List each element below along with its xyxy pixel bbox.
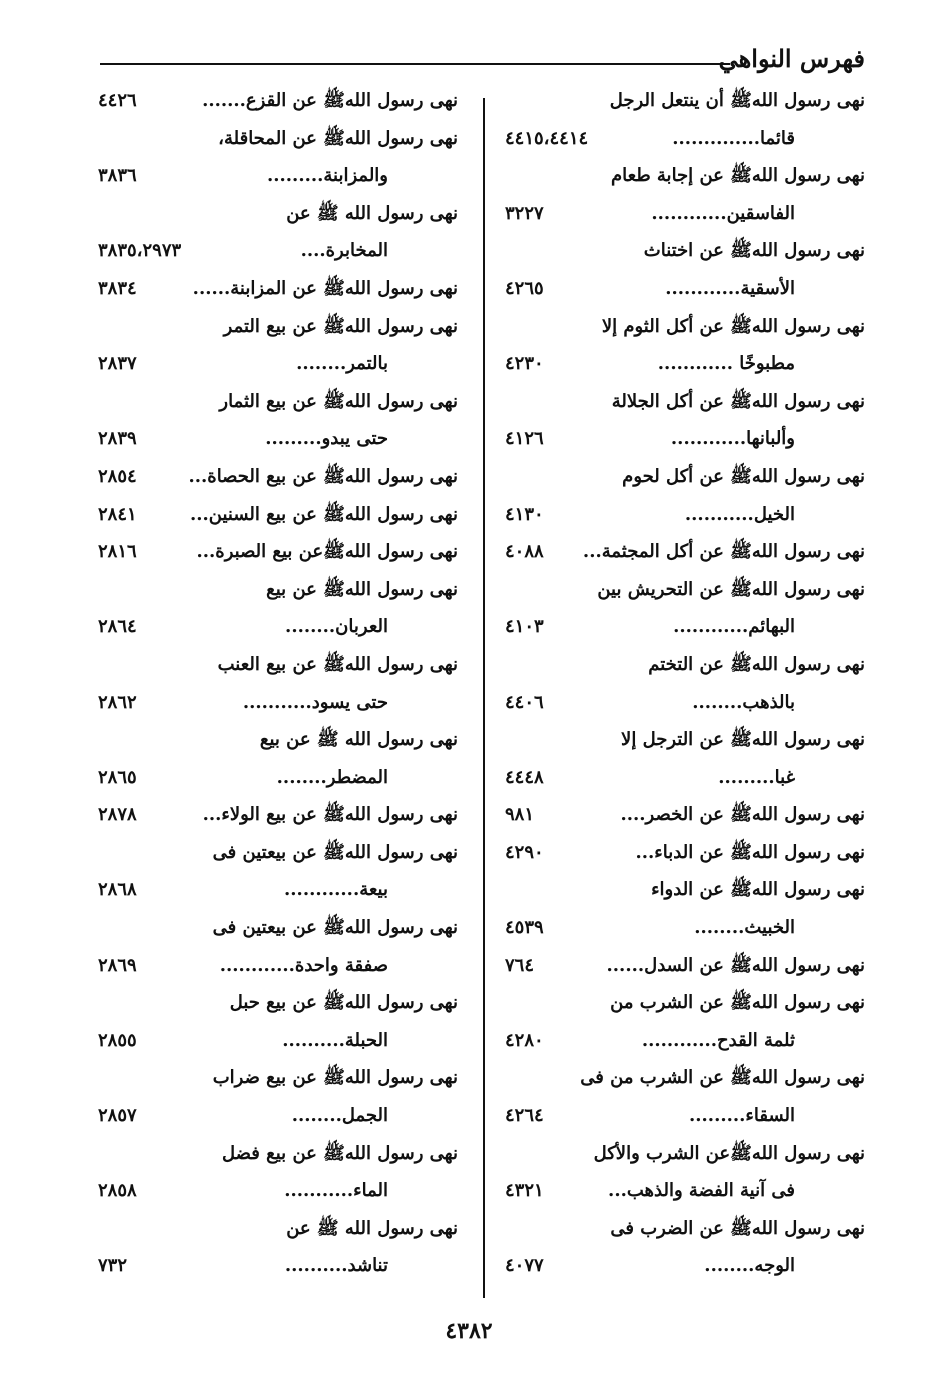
entry-number: ٤٢٣٠	[505, 353, 544, 375]
entry-text: نهى رسول اللهﷺ عن السدل......	[606, 954, 865, 976]
entry-text: نهى رسول اللهﷺ عن أكل الثوم إلا	[601, 315, 865, 337]
entry-text-continuation: فى آنية الفضة والذهب...	[608, 1180, 795, 1202]
index-entry	[505, 1135, 865, 1210]
entry-number: ٣٨٣٦	[98, 165, 137, 187]
index-entry	[98, 1210, 458, 1285]
entry-text-continuation: صفقة واحدة............	[219, 954, 388, 976]
entry-text: نهى رسول اللهﷺعن الشرب والأكل	[593, 1142, 865, 1164]
index-entry	[505, 308, 865, 383]
index-entry	[98, 571, 458, 646]
entry-text-continuation: السقاء.........	[689, 1105, 795, 1127]
entry-text: نهى رسول اللهﷺ عن الدباء...	[635, 841, 865, 863]
index-entry	[505, 871, 865, 946]
entry-number: ٤٣٢١	[505, 1180, 544, 1202]
entry-number: ٢٨٧٨	[98, 804, 137, 826]
index-entry	[98, 646, 458, 721]
index-entry	[98, 383, 458, 458]
entry-text: نهى رسول اللهﷺ عن بيع التمر	[223, 315, 458, 337]
entry-text: نهى رسول اللهﷺ عن بيعتين فى	[212, 917, 458, 939]
index-entry	[505, 947, 865, 985]
index-entry	[98, 1135, 458, 1210]
index-entry	[98, 82, 458, 120]
entry-text: نهى رسول اللهﷺ عن المحاقلة،	[218, 127, 458, 149]
entry-text: نهى رسول اللهﷺ عن بيعتين فى	[212, 841, 458, 863]
entry-text-continuation: ثلمة القدح............	[641, 1029, 795, 1051]
page-title: فهرس النواهي	[718, 44, 865, 73]
entry-text-continuation: تناشد..........	[284, 1255, 388, 1277]
index-entry	[98, 909, 458, 984]
entry-text-continuation: الخبيث........	[694, 917, 795, 939]
index-entry	[98, 721, 458, 796]
entry-number: ٧٣٢	[98, 1255, 128, 1277]
entry-number: ٤٢٩٠	[505, 841, 544, 863]
entry-text: نهى رسول اللهﷺ عن اختناث	[643, 240, 865, 262]
index-entry	[505, 1059, 865, 1134]
entry-text-continuation: حتى يسود...........	[242, 691, 388, 713]
entry-text-continuation: العربان........	[285, 616, 388, 638]
entry-number: ٢٨٥٨	[98, 1180, 137, 1202]
entry-number: ٤١٢٦	[505, 428, 544, 450]
entry-text-continuation: الخيل...........	[684, 503, 795, 525]
index-entry	[505, 82, 865, 157]
entry-number: ٣٨٣٤	[98, 277, 137, 299]
index-entry	[98, 796, 458, 834]
left-column	[98, 82, 458, 1285]
index-entry	[505, 157, 865, 232]
entry-text: نهى رسول اللهﷺ عن بيع الثمار	[219, 390, 458, 412]
entry-text: نهى رسول اللهﷺ عن الترجل إلا	[621, 729, 865, 751]
header-rule	[100, 63, 730, 65]
entry-number: ٤٢٨٠	[505, 1029, 544, 1051]
entry-number: ٤٤١٥،٤٤١٤	[505, 127, 589, 149]
entry-number: ٤٤٤٨	[505, 766, 544, 788]
entry-text: نهى رسول اللهﷺ عن المزابنة......	[192, 277, 458, 299]
index-entry	[505, 458, 865, 533]
entry-text: نهى رسول اللهﷺ عن أكل لحوم	[622, 465, 865, 487]
entry-text-continuation: الجمل........	[291, 1105, 388, 1127]
entry-text-continuation: بالتمر........	[296, 353, 388, 375]
entry-text-continuation: الوجه........	[704, 1255, 795, 1277]
entry-text: نهى رسول اللهﷺ عن الدواء	[651, 879, 865, 901]
entry-number: ٢٨٥٤	[98, 465, 137, 487]
entry-number: ٢٨١٦	[98, 541, 137, 563]
index-entry	[98, 533, 458, 571]
entry-text: نهى رسول اللهﷺ عن بيع الولاء...	[202, 804, 458, 826]
page-header	[100, 44, 865, 84]
index-entry	[98, 984, 458, 1059]
entry-text: نهى رسول اللهﷺ عن أكل المجثمة...	[582, 541, 865, 563]
entry-text: نهى رسول اللهﷺ عن التحريش بين	[597, 578, 865, 600]
entry-number: ٣٢٢٧	[505, 202, 544, 224]
entry-number: ٢٨٣٩	[98, 428, 137, 450]
entry-number: ٢٨٦٢	[98, 691, 137, 713]
index-entry	[505, 571, 865, 646]
index-entry	[98, 195, 458, 270]
entry-text: نهى رسول اللهﷺ أن ينتعل الرجل	[609, 90, 865, 111]
entry-text: نهى رسول اللهﷺ عن أكل الجلالة	[611, 390, 865, 412]
entry-text: نهى رسول اللهﷺ عن بيع ضراب	[212, 1067, 458, 1089]
index-entry	[98, 1059, 458, 1134]
entry-text-continuation: بالذهب........	[692, 691, 795, 713]
entry-text-continuation: المضطر........	[276, 766, 388, 788]
entry-number: ٤٤٢٦	[98, 90, 137, 111]
index-entry	[98, 496, 458, 534]
entry-text-continuation: الأسقية............	[665, 277, 795, 299]
entry-number: ٤٥٣٩	[505, 917, 544, 939]
entry-text-continuation: حتى يبدو.........	[265, 428, 388, 450]
index-entry	[505, 834, 865, 872]
entry-text: نهى رسول اللهﷺ عن بيع فضل	[222, 1142, 458, 1164]
entry-text: نهى رسول اللهﷺ عن الضرب فى	[610, 1217, 865, 1239]
entry-text-continuation: والمزابنة.........	[266, 165, 388, 187]
entry-text: نهى رسول اللهﷺ عن الشرب من فى	[580, 1067, 865, 1089]
entry-number: ٢٨٤١	[98, 503, 137, 525]
entry-number: ٢٨٥٥	[98, 1029, 137, 1051]
entry-text: نهى رسول اللهﷺ عن بيع السنين...	[189, 503, 458, 525]
entry-text-continuation: مطبوخًا ............	[657, 353, 795, 375]
entry-number: ٢٨٣٧	[98, 353, 137, 375]
index-entry	[505, 1210, 865, 1285]
entry-text-continuation: بيعة............	[284, 879, 388, 901]
index-entry	[98, 308, 458, 383]
index-entry	[98, 458, 458, 496]
right-column	[505, 82, 865, 1285]
entry-text-continuation: غبا.........	[718, 766, 795, 788]
index-entry	[505, 232, 865, 307]
entry-text-continuation: البهائم............	[673, 616, 795, 638]
entry-number: ٤٢٦٥	[505, 277, 544, 299]
entry-number: ٧٦٤	[505, 954, 535, 976]
index-entry	[505, 984, 865, 1059]
entry-text: نهى رسول اللهﷺ عن التختم	[648, 653, 865, 675]
entry-text: نهى رسول اللهﷺ عن بيع الحصاة...	[188, 465, 458, 487]
entry-number: ٢٨٦٤	[98, 616, 137, 638]
entry-text: نهى رسول اللهﷺ عن الشرب من	[610, 992, 865, 1014]
entry-number: ٤٠٧٧	[505, 1255, 544, 1277]
entry-text: نهى رسول الله ﷺ عن بيع	[259, 729, 458, 751]
entry-text-continuation: الحبلة..........	[282, 1029, 388, 1051]
index-entry	[98, 834, 458, 909]
index-entry	[98, 120, 458, 195]
entry-text-continuation: الفاسقين............	[651, 202, 795, 224]
entry-text-continuation: المخابرة....	[300, 240, 388, 262]
entry-number: ٤٤٠٦	[505, 691, 544, 713]
index-entry	[505, 383, 865, 458]
entry-number: ٢٨٦٥	[98, 766, 137, 788]
entry-text: نهى رسول الله ﷺ عن	[286, 1217, 458, 1239]
entry-number: ٢٨٦٨	[98, 879, 137, 901]
entry-number: ٢٨٦٩	[98, 954, 137, 976]
entry-text-continuation: الماء...........	[284, 1180, 388, 1202]
entry-text-continuation: وألبانها............	[670, 428, 795, 450]
entry-number: ٤٠٨٨	[505, 541, 544, 563]
page-number: ٤٣٨٢	[445, 1318, 493, 1344]
index-entry	[505, 646, 865, 721]
entry-number: ٢٨٥٧	[98, 1105, 137, 1127]
entry-text: نهى رسول اللهﷺ عن القزع.......	[202, 90, 458, 111]
index-entry	[98, 270, 458, 308]
entry-number: ٤١٣٠	[505, 503, 544, 525]
entry-text: نهى رسول اللهﷺ عن بيع العنب	[217, 653, 458, 675]
entry-text: نهى رسول اللهﷺ عن إجابة طعام	[611, 165, 865, 187]
entry-number: ٤٢٦٤	[505, 1105, 544, 1127]
entry-text-continuation: قائما..............	[672, 127, 795, 149]
entry-text: نهى رسول اللهﷺ عن بيع	[266, 578, 458, 600]
index-entry	[505, 533, 865, 571]
entry-text: نهى رسول الله ﷺ عن	[286, 202, 458, 224]
column-divider	[483, 98, 485, 1298]
entry-text: نهى رسول اللهﷺعن بيع الصبرة...	[196, 541, 458, 563]
entry-number: ٩٨١	[505, 804, 535, 826]
index-entry	[505, 721, 865, 796]
index-entry	[505, 796, 865, 834]
entry-number: ٤١٠٣	[505, 616, 544, 638]
entry-number: ٣٨٣٥،٢٩٧٣	[98, 240, 182, 262]
entry-text: نهى رسول اللهﷺ عن الخصر....	[620, 804, 865, 826]
entry-text: نهى رسول اللهﷺ عن بيع حبل	[229, 992, 458, 1014]
